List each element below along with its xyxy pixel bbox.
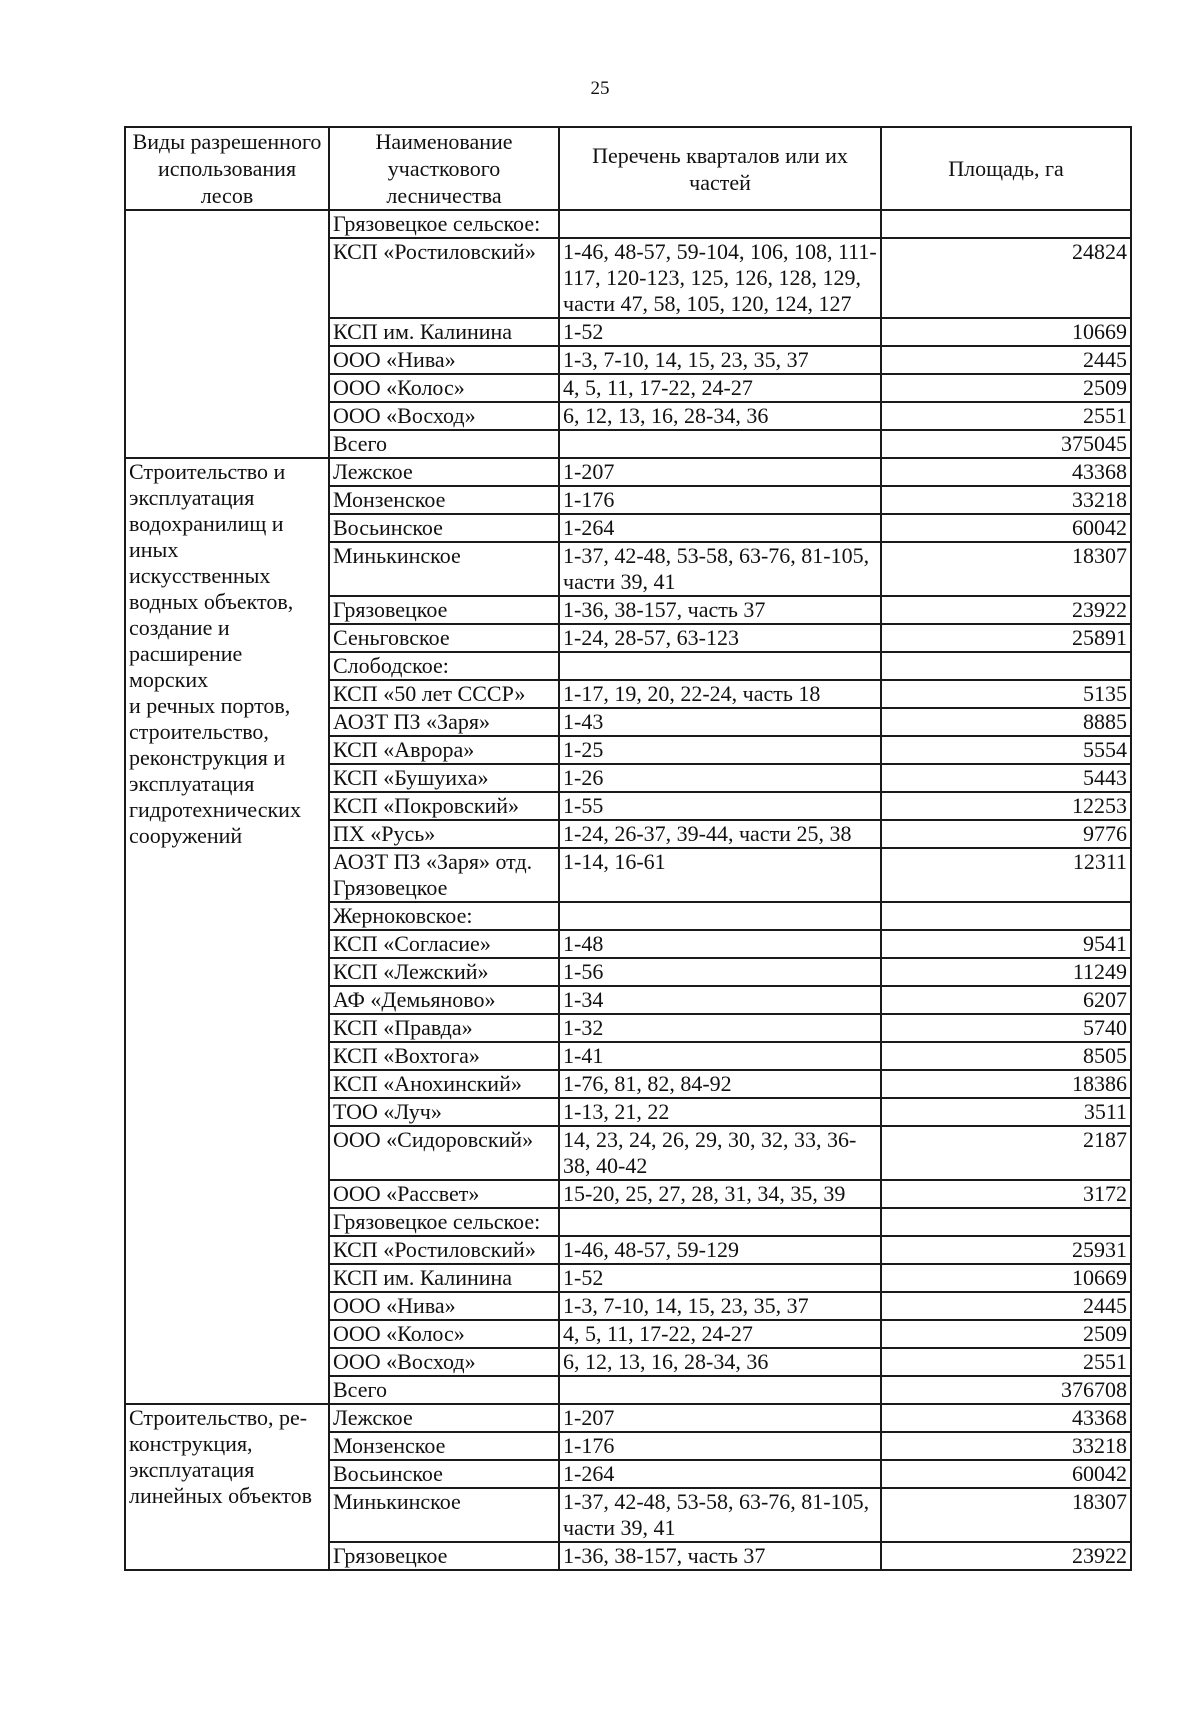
forestry-name-cell: Лежское xyxy=(329,458,559,486)
forestry-name-cell: КСП «50 лет СССР» xyxy=(329,680,559,708)
forestry-name-cell: ПХ «Русь» xyxy=(329,820,559,848)
quarters-cell: 1-207 xyxy=(559,1404,881,1432)
area-cell: 2551 xyxy=(881,1348,1131,1376)
area-cell xyxy=(881,210,1131,238)
quarters-cell: 1-36, 38-157, часть 37 xyxy=(559,596,881,624)
quarters-cell xyxy=(559,652,881,680)
page-number: 25 xyxy=(590,78,610,99)
table-row xyxy=(125,1404,1131,1432)
area-cell: 18386 xyxy=(881,1070,1131,1098)
forestry-name-cell: ООО «Восход» xyxy=(329,402,559,430)
area-cell xyxy=(881,1208,1131,1236)
quarters-cell: 1-14, 16-61 xyxy=(559,848,881,902)
forestry-name-cell: АОЗТ ПЗ «Заря» отд. Грязовецкое xyxy=(329,848,559,902)
quarters-cell: 1-37, 42-48, 53-58, 63-76, 81-105, части 39, 41 xyxy=(559,542,881,596)
area-cell xyxy=(881,652,1131,680)
quarters-cell: 1-56 xyxy=(559,958,881,986)
quarters-cell: 1-37, 42-48, 53-58, 63-76, 81-105, части 39, 41 xyxy=(559,1488,881,1542)
forestry-name-cell: Минькинское xyxy=(329,1488,559,1542)
quarters-cell: 15-20, 25, 27, 28, 31, 34, 35, 39 xyxy=(559,1180,881,1208)
area-cell: 10669 xyxy=(881,1264,1131,1292)
quarters-cell: 4, 5, 11, 17-22, 24-27 xyxy=(559,374,881,402)
area-cell: 9541 xyxy=(881,930,1131,958)
quarters-cell: 1-46, 48-57, 59-104, 106, 108, 111-117, 120-123, 125, 126, 128, 129, части 47, 58, 105, 120, 124, 127 xyxy=(559,238,881,318)
area-cell: 10669 xyxy=(881,318,1131,346)
area-cell: 2445 xyxy=(881,1292,1131,1320)
quarters-cell: 1-17, 19, 20, 22-24, часть 18 xyxy=(559,680,881,708)
header-use: Виды разрешенного использования лесов xyxy=(125,127,329,210)
forestry-name-cell: Монзенское xyxy=(329,486,559,514)
quarters-cell: 1-41 xyxy=(559,1042,881,1070)
quarters-cell xyxy=(559,1208,881,1236)
quarters-cell: 6, 12, 13, 16, 28-34, 36 xyxy=(559,1348,881,1376)
quarters-cell: 1-264 xyxy=(559,514,881,542)
forestry-name-cell: Жерноковское: xyxy=(329,902,559,930)
use-type-cell xyxy=(125,210,329,458)
header-forestry: Наименование участкового лесничества xyxy=(329,127,559,210)
forestry-name-cell: КСП «Ростиловский» xyxy=(329,1236,559,1264)
forestry-name-cell: КСП «Согласие» xyxy=(329,930,559,958)
area-cell: 12253 xyxy=(881,792,1131,820)
forestry-name-cell: Восьинское xyxy=(329,1460,559,1488)
forestry-name-cell: Восьинское xyxy=(329,514,559,542)
forestry-name-cell: Грязовецкое сельское: xyxy=(329,1208,559,1236)
area-cell: 23922 xyxy=(881,596,1131,624)
area-cell: 3172 xyxy=(881,1180,1131,1208)
forestry-name-cell: ТОО «Луч» xyxy=(329,1098,559,1126)
area-cell: 25891 xyxy=(881,624,1131,652)
quarters-cell: 1-52 xyxy=(559,1264,881,1292)
forestry-name-cell: ООО «Рассвет» xyxy=(329,1180,559,1208)
area-cell: 18307 xyxy=(881,1488,1131,1542)
area-cell: 5554 xyxy=(881,736,1131,764)
table-body xyxy=(125,210,1131,1570)
forest-use-table xyxy=(124,126,1132,1571)
quarters-cell: 1-24, 28-57, 63-123 xyxy=(559,624,881,652)
forestry-name-cell: АФ «Демьяново» xyxy=(329,986,559,1014)
area-cell: 43368 xyxy=(881,458,1131,486)
quarters-cell: 1-25 xyxy=(559,736,881,764)
forestry-name-cell: ООО «Нива» xyxy=(329,346,559,374)
area-cell: 24824 xyxy=(881,238,1131,318)
area-cell xyxy=(881,902,1131,930)
area-cell: 23922 xyxy=(881,1542,1131,1570)
forestry-name-cell: Слободское: xyxy=(329,652,559,680)
quarters-cell: 1-52 xyxy=(559,318,881,346)
area-cell: 43368 xyxy=(881,1404,1131,1432)
forestry-name-cell: Минькинское xyxy=(329,542,559,596)
quarters-cell: 1-43 xyxy=(559,708,881,736)
area-cell: 2509 xyxy=(881,1320,1131,1348)
quarters-cell: 1-264 xyxy=(559,1460,881,1488)
quarters-cell: 1-3, 7-10, 14, 15, 23, 35, 37 xyxy=(559,1292,881,1320)
quarters-cell xyxy=(559,210,881,238)
use-type-cell: Строительство, ре- конструкция, эксплуатация линейных объектов xyxy=(125,1404,329,1570)
forestry-name-cell: КСП «Бушуиха» xyxy=(329,764,559,792)
forestry-name-cell: КСП «Вохтога» xyxy=(329,1042,559,1070)
area-cell: 5135 xyxy=(881,680,1131,708)
forestry-name-cell: КСП «Анохинский» xyxy=(329,1070,559,1098)
area-cell: 2187 xyxy=(881,1126,1131,1180)
area-cell: 25931 xyxy=(881,1236,1131,1264)
forestry-name-cell: КСП «Лежский» xyxy=(329,958,559,986)
quarters-cell xyxy=(559,902,881,930)
area-cell: 376708 xyxy=(881,1376,1131,1404)
quarters-cell: 4, 5, 11, 17-22, 24-27 xyxy=(559,1320,881,1348)
area-cell: 375045 xyxy=(881,430,1131,458)
area-cell: 5443 xyxy=(881,764,1131,792)
area-cell: 18307 xyxy=(881,542,1131,596)
header-area: Площадь, га xyxy=(881,127,1131,210)
area-cell: 11249 xyxy=(881,958,1131,986)
forestry-name-cell: КСП «Ростиловский» xyxy=(329,238,559,318)
area-cell: 60042 xyxy=(881,514,1131,542)
use-type-cell: Строительство и эксплуатация водохранилищ и иных искусственных водных объектов, создание и расширение морских и речных портов, строительство, реконструкция и эксплуатация гидротехнических сооружений xyxy=(125,458,329,1404)
quarters-cell xyxy=(559,430,881,458)
forestry-name-cell: Монзенское xyxy=(329,1432,559,1460)
area-cell: 60042 xyxy=(881,1460,1131,1488)
quarters-cell: 1-176 xyxy=(559,486,881,514)
quarters-cell: 1-24, 26-37, 39-44, части 25, 38 xyxy=(559,820,881,848)
area-cell: 9776 xyxy=(881,820,1131,848)
area-cell: 8885 xyxy=(881,708,1131,736)
area-cell: 2445 xyxy=(881,346,1131,374)
forestry-name-cell: Грязовецкое xyxy=(329,596,559,624)
table-row xyxy=(125,458,1131,486)
quarters-cell: 1-48 xyxy=(559,930,881,958)
forestry-name-cell: КСП им. Калинина xyxy=(329,318,559,346)
area-cell: 2551 xyxy=(881,402,1131,430)
forestry-name-cell: ООО «Сидоровский» xyxy=(329,1126,559,1180)
forestry-name-cell: АОЗТ ПЗ «Заря» xyxy=(329,708,559,736)
quarters-cell: 1-26 xyxy=(559,764,881,792)
forestry-name-cell: КСП им. Калинина xyxy=(329,1264,559,1292)
area-cell: 12311 xyxy=(881,848,1131,902)
table-header-row xyxy=(125,127,1131,210)
quarters-cell: 1-34 xyxy=(559,986,881,1014)
header-quarters: Перечень кварталов или их частей xyxy=(559,127,881,210)
forestry-name-cell: ООО «Колос» xyxy=(329,374,559,402)
forestry-name-cell: КСП «Правда» xyxy=(329,1014,559,1042)
quarters-cell: 1-76, 81, 82, 84-92 xyxy=(559,1070,881,1098)
forestry-name-cell: ООО «Колос» xyxy=(329,1320,559,1348)
forestry-name-cell: Сеньговское xyxy=(329,624,559,652)
quarters-cell: 14, 23, 24, 26, 29, 30, 32, 33, 36-38, 40-42 xyxy=(559,1126,881,1180)
forestry-name-cell: ООО «Восход» xyxy=(329,1348,559,1376)
quarters-cell: 1-32 xyxy=(559,1014,881,1042)
quarters-cell: 1-176 xyxy=(559,1432,881,1460)
area-cell: 6207 xyxy=(881,986,1131,1014)
quarters-cell xyxy=(559,1376,881,1404)
forestry-name-cell: КСП «Покровский» xyxy=(329,792,559,820)
area-cell: 33218 xyxy=(881,1432,1131,1460)
quarters-cell: 6, 12, 13, 16, 28-34, 36 xyxy=(559,402,881,430)
quarters-cell: 1-55 xyxy=(559,792,881,820)
area-cell: 3511 xyxy=(881,1098,1131,1126)
forestry-name-cell: Всего xyxy=(329,430,559,458)
quarters-cell: 1-13, 21, 22 xyxy=(559,1098,881,1126)
area-cell: 33218 xyxy=(881,486,1131,514)
forestry-name-cell: Грязовецкое сельское: xyxy=(329,210,559,238)
forestry-name-cell: КСП «Аврора» xyxy=(329,736,559,764)
area-cell: 8505 xyxy=(881,1042,1131,1070)
forestry-name-cell: Лежское xyxy=(329,1404,559,1432)
forestry-name-cell: Всего xyxy=(329,1376,559,1404)
area-cell: 5740 xyxy=(881,1014,1131,1042)
quarters-cell: 1-207 xyxy=(559,458,881,486)
table-row xyxy=(125,210,1131,238)
quarters-cell: 1-46, 48-57, 59-129 xyxy=(559,1236,881,1264)
forestry-name-cell: ООО «Нива» xyxy=(329,1292,559,1320)
quarters-cell: 1-36, 38-157, часть 37 xyxy=(559,1542,881,1570)
area-cell: 2509 xyxy=(881,374,1131,402)
forestry-name-cell: Грязовецкое xyxy=(329,1542,559,1570)
quarters-cell: 1-3, 7-10, 14, 15, 23, 35, 37 xyxy=(559,346,881,374)
